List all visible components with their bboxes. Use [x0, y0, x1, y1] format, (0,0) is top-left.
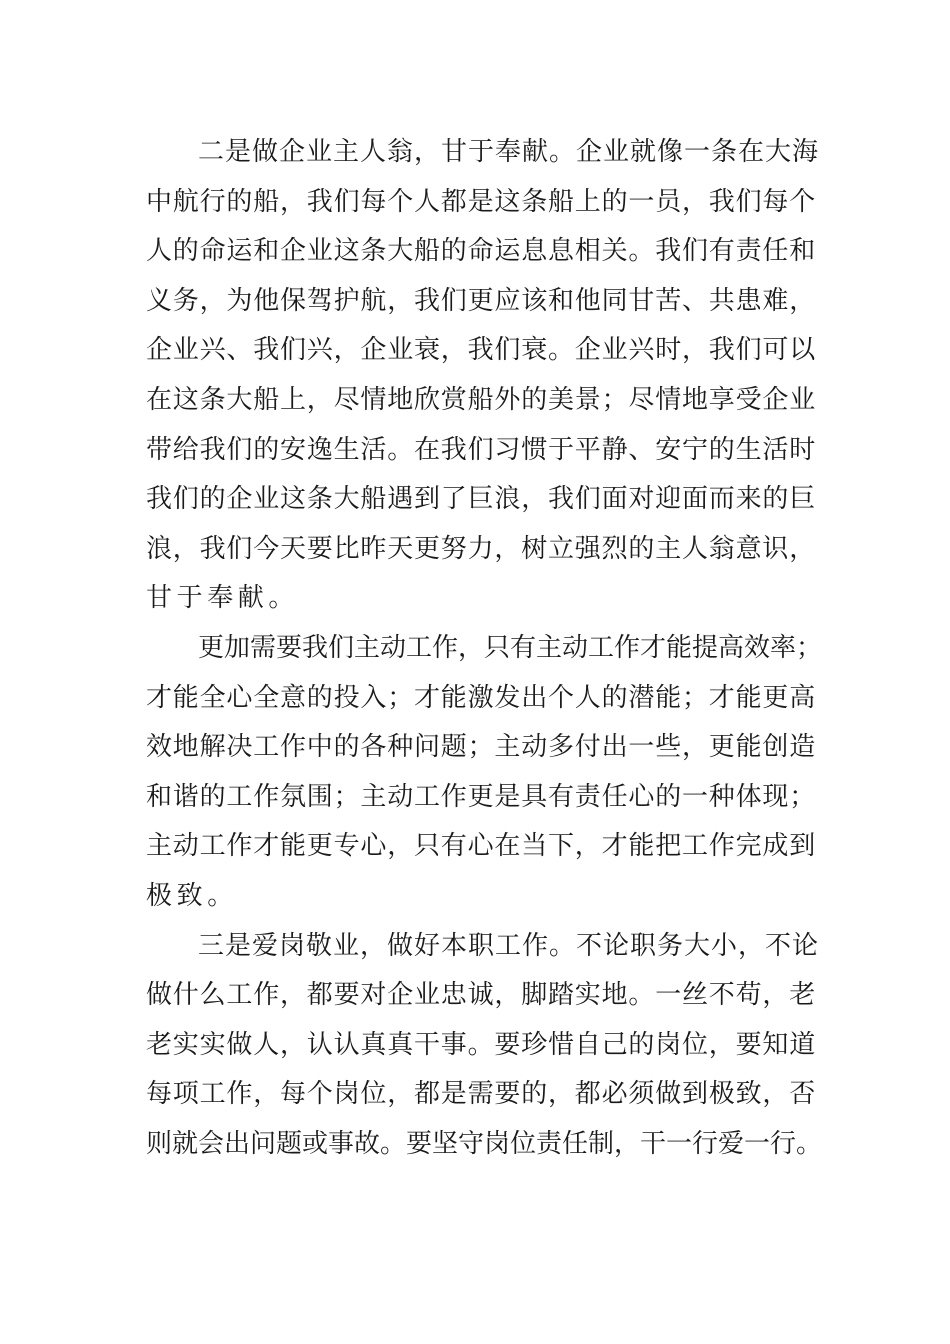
paragraph-line: 更加需要我们主动工作，只有主动工作才能提高效率； [198, 632, 823, 663]
paragraph-line: 我们的企业这条大船遇到了巨浪，我们面对迎面而来的巨 [146, 484, 817, 515]
paragraph-line: 在这条大船上，尽情地欣赏船外的美景；尽情地享受企业 [146, 384, 817, 415]
paragraph-line: 老实实做人，认认真真干事。要珍惜自己的岗位，要知道 [146, 1029, 817, 1060]
paragraph-line: 每项工作，每个岗位，都是需要的，都必须做到极致，否 [146, 1079, 817, 1110]
paragraph-3 [146, 922, 823, 1170]
paragraph-line: 效地解决工作中的各种问题；主动多付出一些，更能创造 [146, 732, 817, 763]
paragraph-line: 才能全心全意的投入；才能激发出个人的潜能；才能更高 [146, 682, 817, 713]
paragraph-line: 企业兴、我们兴，企业衰，我们衰。企业兴时，我们可以 [146, 335, 817, 366]
paragraph-line: 义务，为他保驾护航，我们更应该和他同甘苦、共患难， [146, 285, 817, 316]
paragraph-line: 人的命运和企业这条大船的命运息息相关。我们有责任和 [146, 236, 817, 267]
paragraph-line: 浪，我们今天要比昨天更努力，树立强烈的主人翁意识， [146, 533, 817, 564]
paragraph-line: 三是爱岗敬业，做好本职工作。不论职务大小，不论 [198, 930, 820, 961]
paragraph-line: 带给我们的安逸生活。在我们习惯于平静、安宁的生活时 [146, 434, 817, 465]
paragraph-line: 甘于奉献。 [146, 583, 300, 614]
paragraph-line: 二是做企业主人翁，甘于奉献。企业就像一条在大海 [198, 137, 820, 167]
paragraph-2 [146, 624, 823, 922]
paragraph-line: 和谐的工作氛围；主动工作更是具有责任心的一种体现； [146, 781, 817, 812]
document-body [146, 128, 823, 1169]
paragraph-line: 主动工作才能更专心，只有心在当下，才能把工作完成到 [146, 831, 817, 862]
paragraph-line: 做什么工作，都要对企业忠诚，脚踏实地。一丝不苟，老 [146, 980, 817, 1011]
paragraph-1 [146, 128, 820, 624]
paragraph-line: 极致。 [146, 880, 238, 911]
paragraph-line: 则就会出问题或事故。要坚守岗位责任制，干一行爱一行。 [146, 1128, 823, 1159]
paragraph-line: 中航行的船，我们每个人都是这条船上的一员，我们每个 [146, 186, 817, 217]
